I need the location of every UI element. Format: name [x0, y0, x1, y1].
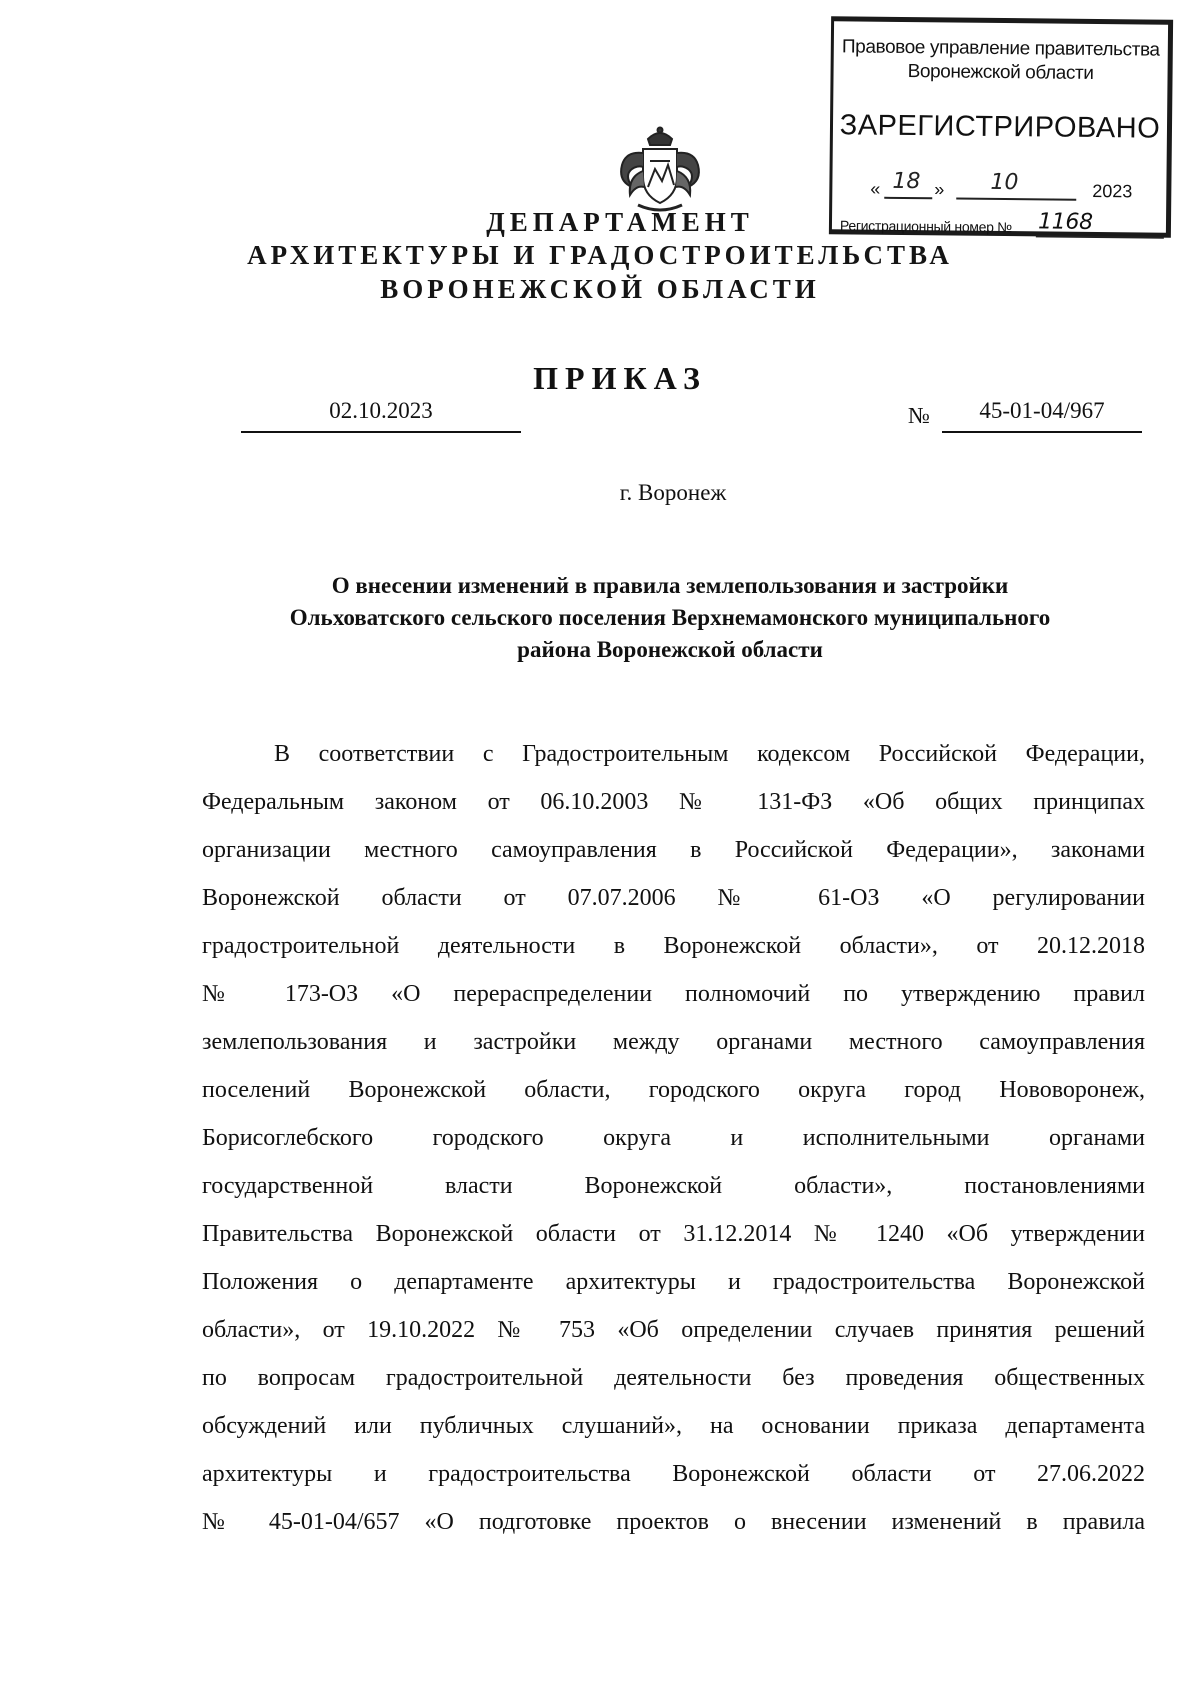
body-line: градостроительной деятельности в Воронежской области», от 20.12.2018: [202, 933, 1145, 959]
order-date-underline: [241, 431, 521, 433]
stamp-org-line2: Воронежской области: [907, 61, 1094, 84]
body-line: по вопросам градостроительной деятельности без проведения общественных: [202, 1365, 1145, 1391]
order-city: г. Воронеж: [619, 480, 727, 505]
body-line: землепользования и застройки между органами местного самоуправления: [202, 1029, 1145, 1055]
stamp-date-year: 2023: [1092, 180, 1133, 202]
body-line: обсуждений или публичных слушаний», на основании приказа департамента: [202, 1413, 1145, 1439]
stamp-day-underline: [884, 197, 932, 200]
stamp-status: ЗАРЕГИСТРИРОВАНО: [839, 109, 1161, 145]
body-line: Правительства Воронежской области от 31.12.2014 № 1240 «Об утверждении: [202, 1221, 1145, 1247]
stamp-date-day: 18: [892, 168, 921, 195]
order-number-underline: [942, 431, 1142, 433]
department-title-line3: ВОРОНЕЖСКОЙ ОБЛАСТИ: [380, 274, 820, 304]
stamp-organization: [833, 35, 1167, 86]
subject-line2: Ольховатского сельского поселения Верхнемамонского муниципального: [289, 605, 1051, 630]
body-line: № 173-ОЗ «О перераспределении полномочий по утверждению правил: [202, 981, 1145, 1007]
stamp-reg-label: Регистрационный номер №: [839, 217, 1013, 236]
subject-line1: О внесении изменений в правила землепользования и застройки: [331, 573, 1009, 598]
registration-stamp: [829, 16, 1173, 238]
body-line: архитектуры и градостроительства Воронежской области от 27.06.2022: [202, 1461, 1145, 1487]
order-title: ПРИКАЗ: [533, 360, 707, 396]
body-line: В соответствии с Градостроительным кодексом Российской Федерации,: [274, 741, 1145, 767]
department-title-line1: ДЕПАРТАМЕНТ: [486, 207, 754, 237]
body-line: поселений Воронежской области, городского округа город Нововоронеж,: [202, 1077, 1145, 1103]
stamp-date-quote-open: «: [870, 178, 881, 199]
body-line: Борисоглебского городского округа и исполнительными органами: [202, 1125, 1145, 1151]
order-body: [202, 730, 1145, 1546]
body-line: Федеральным законом от 06.10.2003 № 131-ФЗ «Об общих принципах: [202, 789, 1145, 815]
stamp-date: [870, 169, 1150, 208]
body-line: государственной власти Воронежской области», постановлениями: [202, 1173, 1145, 1199]
order-number-sign: №: [908, 403, 930, 428]
subject-line3: района Воронежской области: [517, 637, 823, 662]
body-line: области», от 19.10.2022 № 753 «Об определении случаев принятия решений: [202, 1317, 1145, 1343]
stamp-month-underline: [956, 198, 1076, 201]
stamp-org-line1: Правовое управление правительства: [841, 36, 1160, 61]
stamp-reg-number: 1168: [1037, 209, 1093, 235]
body-line: № 45-01-04/657 «О подготовке проектов о внесении изменений в правила: [202, 1509, 1145, 1535]
stamp-date-month: 10: [990, 169, 1019, 196]
order-subject: [190, 570, 1150, 666]
body-line: организации местного самоуправления в Российской Федерации», законами: [202, 837, 1145, 863]
body-line: Воронежской области от 07.07.2006 № 61-ОЗ «О регулировании: [202, 885, 1145, 911]
department-title-line2: АРХИТЕКТУРЫ И ГРАДОСТРОИТЕЛЬСТВА: [247, 240, 953, 270]
stamp-date-quote-close: »: [934, 179, 945, 200]
order-date: 02.10.2023: [329, 398, 433, 423]
body-line: Положения о департаменте архитектуры и градостроительства Воронежской: [202, 1269, 1145, 1295]
order-number: 45-01-04/967: [979, 398, 1105, 423]
coat-of-arms-icon: [610, 125, 710, 215]
